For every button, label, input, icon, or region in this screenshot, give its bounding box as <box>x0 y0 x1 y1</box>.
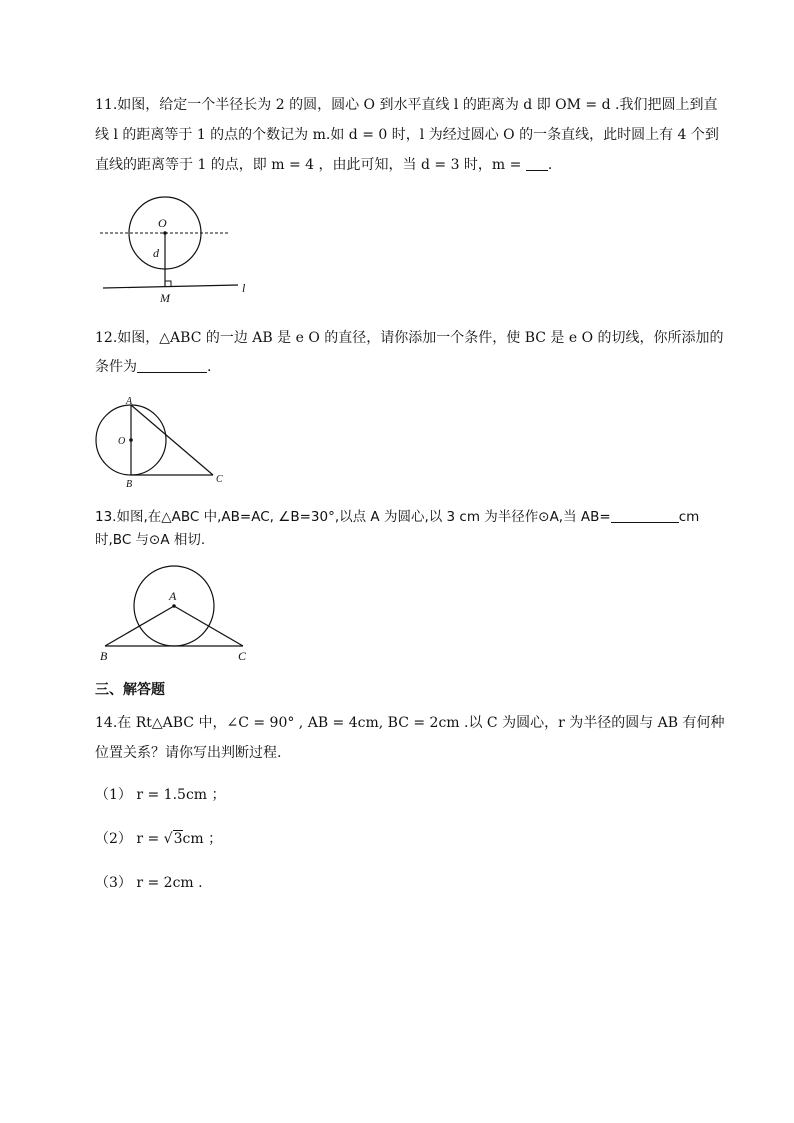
q11-label-d: d <box>153 246 159 260</box>
q12-label-b: B <box>126 479 133 490</box>
q14-item-2-suffix: cm ； <box>182 831 223 847</box>
q12-text-line2 <box>95 357 211 377</box>
q11-label-o: O <box>158 216 167 230</box>
q12-label-c: C <box>216 474 223 485</box>
q12-segment-ac <box>131 405 213 475</box>
q11-text-line3 <box>95 155 552 175</box>
q11-text-line3-main: 直线的距离等于 1 的点，即 m = 4 ，由此可知，当 d = 3 时，m = <box>95 157 522 173</box>
q14-item-1: （1） r = 1.5cm ； <box>95 787 226 803</box>
q13-segment-ac <box>174 606 243 646</box>
q13-figure <box>95 560 265 670</box>
q12-label-a: A <box>126 396 133 407</box>
q13-label-b: B <box>100 649 108 663</box>
q14-item-2 <box>95 829 222 849</box>
q11-label-l: l <box>242 281 246 295</box>
q11-text-line1: 11.如图，给定一个半径长为 2 的圆，圆心 O 到水平直线 l 的距离为 d 即 OM = d .我们把圆上到直 <box>95 97 718 113</box>
q13-center-point <box>172 604 176 608</box>
q14-item-2-radicand: 3 <box>173 831 183 847</box>
q14-text-line1: 14.在 Rt△ABC 中，∠C = 90° , AB = 4cm, BC = 2cm .以 C 为圆心，r 为半径的圆与 AB 有何种 <box>95 715 725 731</box>
q11-answer-blank[interactable] <box>526 156 548 171</box>
q11-text-line3-end: . <box>547 157 553 173</box>
q13-text-line1-unit: cm <box>678 509 700 525</box>
q14-text-line2: 位置关系？请你写出判断过程. <box>95 745 282 761</box>
q13-label-c: C <box>238 649 247 663</box>
q13-answer-blank[interactable] <box>611 508 679 523</box>
q12-text-line2-main: 条件为 <box>95 359 137 375</box>
section-heading: 三、解答题 <box>95 682 165 698</box>
q12-label-o: O <box>118 436 126 447</box>
q14-item-3: （3） r = 2cm . <box>95 875 203 891</box>
q11-text-line2: 线 l 的距离等于 1 的点的个数记为 m.如 d = 0 时，l 为经过圆心 O 的一条直线，此时圆上有 4 个到 <box>95 127 719 143</box>
q13-text-line1 <box>95 507 699 527</box>
q13-segment-ab <box>105 606 174 646</box>
q12-text-line1: 12.如图，△ABC 的一边 AB 是 e O 的直径，请你添加一个条件，使 BC 是 e O 的切线，你所添加的 <box>95 330 724 346</box>
q12-center-point <box>129 438 133 442</box>
q11-label-m: M <box>160 291 170 305</box>
q13-label-a: A <box>169 589 177 603</box>
q11-figure <box>95 190 265 310</box>
q12-figure <box>95 393 235 493</box>
q13-text-line2: 时,BC 与⊙A 相切. <box>95 532 206 548</box>
q12-text-line2-end: . <box>207 359 212 375</box>
q14-item-2-prefix: （2） r = √ <box>95 831 173 847</box>
q12-answer-blank[interactable] <box>137 358 207 373</box>
q13-text-line1-main: 13.如图,在△ABC 中,AB=AC, ∠B=30°,以点 A 为圆心,以 3 cm 为半径作⊙A,当 AB= <box>95 509 611 525</box>
